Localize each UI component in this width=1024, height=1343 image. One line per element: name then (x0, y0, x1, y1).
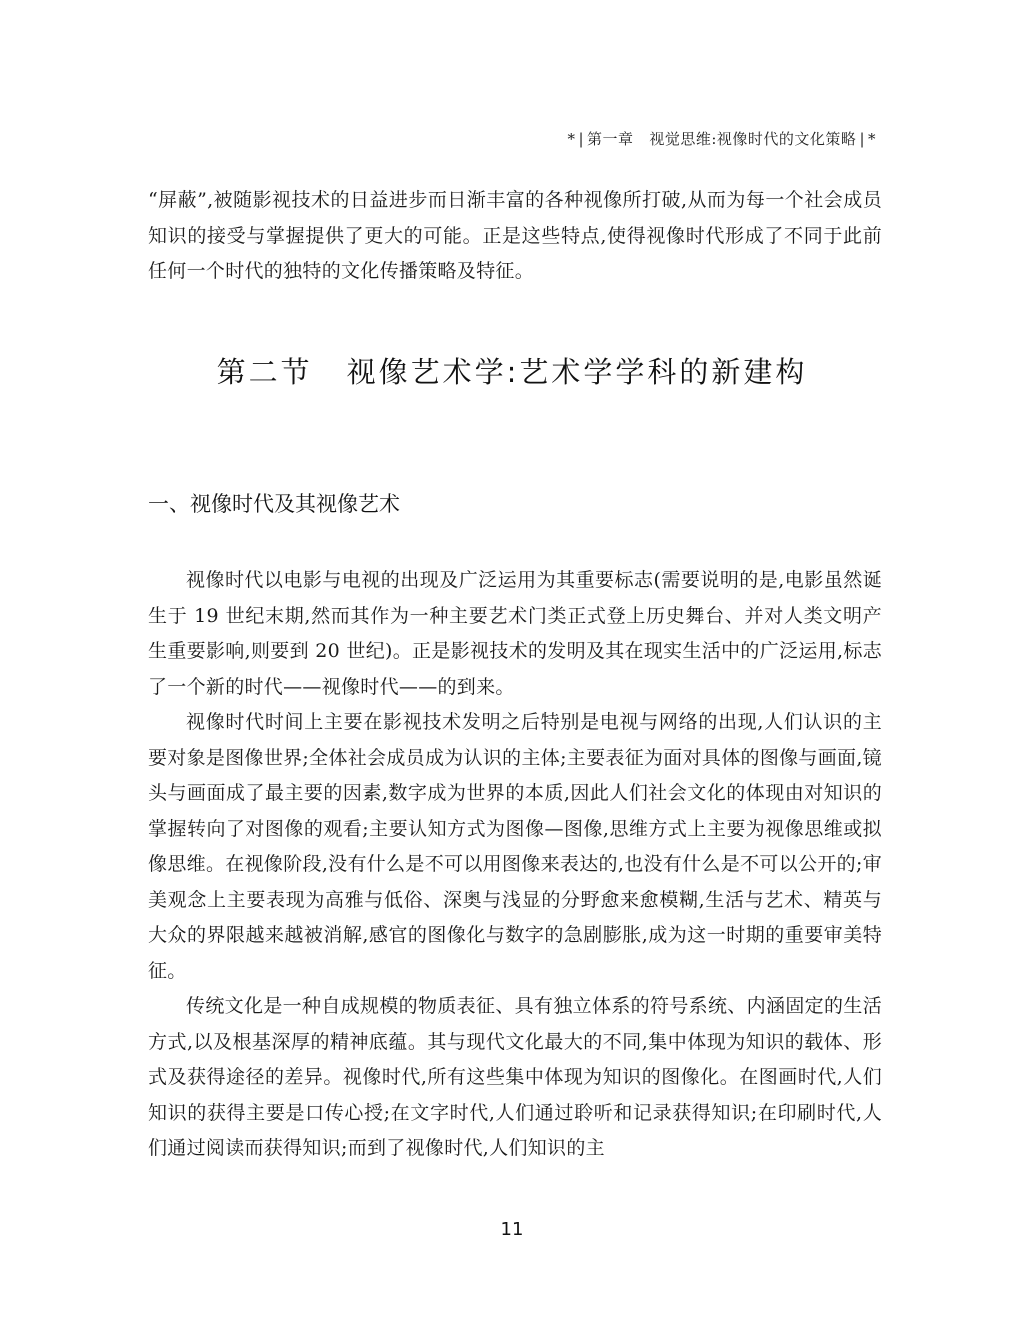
running-header (567, 128, 876, 149)
subsection-heading: 一、视像时代及其视像艺术 (148, 492, 400, 516)
body-paragraph: 传统文化是一种自成规模的物质表征、具有独立体系的符号系统、内涵固定的生活方式,以及根基深厚的精神底蕴。其与现代文化最大的不同,集中体现为知识的载体、形式及获得途径的差异。视像时代,所有这些集中体现为知识的图像化。在图画时代,人们知识的获得主要是口传心授;在文字时代,人们通过聆听和记录获得知识;在印刷时代,人们通过阅读而获得知识;而到了视像时代,人们知识的主 (148, 995, 882, 1159)
continuation-paragraph: “屏蔽”,被随影视技术的日益进步而日渐丰富的各种视像所打破,从而为每一个社会成员知识的接受与掌握提供了更大的可能。正是这些特点,使得视像时代形成了不同于此前任何一个时代的独特的文化传播策略及特征。 (148, 189, 882, 282)
continuation-text (148, 183, 882, 290)
header-bar-right: | (859, 130, 865, 148)
page-number: 11 (500, 1219, 524, 1240)
body-paragraph: 视像时代以电影与电视的出现及广泛运用为其重要标志(需要说明的是,电影虽然诞生于 19 世纪末期,然而其作为一种主要艺术门类正式登上历史舞台、并对人类文明产生重要影响,则要到 20 世纪)。正是影视技术的发明及其在现实生活中的广泛运用,标志了一个新的时代——视像时代——的到来。 (148, 569, 882, 698)
section-title: 视像艺术学:艺术学学科的新建构 (346, 355, 808, 389)
main-body-text (148, 563, 882, 1167)
header-chapter-number: 第一章 (587, 130, 634, 148)
section-number: 第二节 (216, 355, 313, 389)
header-bar-left: | (578, 130, 585, 148)
header-star-right: * (868, 130, 876, 148)
header-chapter-title: 视觉思维:视像时代的文化策略 (649, 130, 857, 148)
header-star-left: * (567, 130, 576, 148)
section-heading (0, 350, 1024, 391)
body-paragraph: 视像时代时间上主要在影视技术发明之后特别是电视与网络的出现,人们认识的主要对象是图像世界;全体社会成员成为认识的主体;主要表征为面对具体的图像与画面,镜头与画面成了最主要的因素,数字成为世界的本质,因此人们社会文化的体现由对知识的掌握转向了对图像的观看;主要认知方式为图像—图像,思维方式上主要为视像思维或拟像思维。在视像阶段,没有什么是不可以用图像来表达的,也没有什么是不可以公开的;审美观念上主要表现为高雅与低俗、深奥与浅显的分野愈来愈模糊,生活与艺术、精英与大众的界限越来越被消解,感官的图像化与数字的急剧膨胀,成为这一时期的重要审美特征。 (148, 711, 882, 982)
